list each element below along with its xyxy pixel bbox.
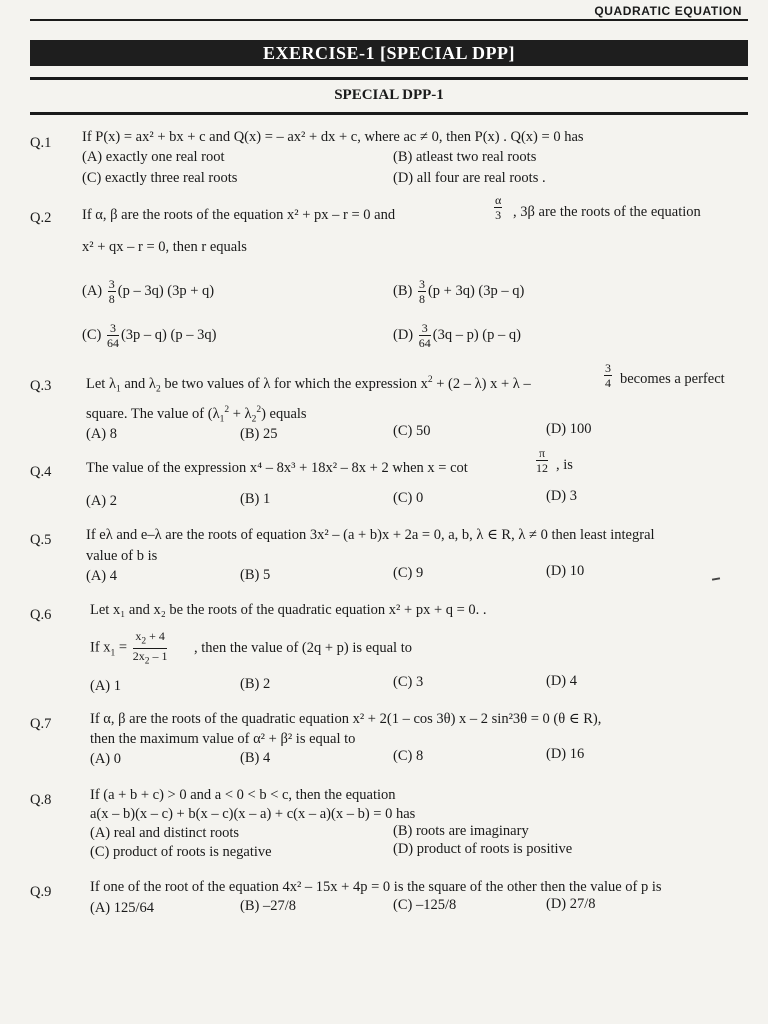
option-c: (C) $\frac{3}{64}$ (3p – q) (p – 3q) [82,321,217,350]
option-a: (A) exactly one real root [82,149,225,165]
question-5-stem: If eλ and e–λ are the roots of equation 3x² – (a + b)x + 2a = 0, a, b, λ ∈ R, λ ≠ 0 then least integral [86,527,655,543]
question-6-condition: If $x_1$ = $\frac{x_2 + 4}{2x_2 - 1}$ [90,629,168,667]
question-2-alpha-fraction: $\frac{\alpha}{3}$ [495,193,502,222]
question-number: Q.1 [30,135,52,151]
option-d: (D) 3 [546,488,578,504]
option-a: (A) 1 [90,678,122,694]
sheet-subtitle: SPECIAL DPP-1 [334,87,444,103]
question-8-stem: If (a + b + c) > 0 and a < 0 < b < c, then the equation [90,787,396,803]
option-c: (C) –125/8 [393,897,457,913]
option-d: (D) product of roots is positive [393,841,573,857]
option-d: (D) 100 [546,421,592,437]
option-label: (D) [393,326,414,343]
question-number: Q.7 [30,716,52,732]
option-a: (A) 8 [86,426,118,442]
option-label: (B) [393,282,413,299]
question-9-stem: If one of the root of the equation 4x² – 15x + 4p = 0 is the square of the other then the value of p is [90,879,662,895]
question-number: Q.4 [30,464,52,480]
option-d: (D) 16 [546,746,585,762]
question-3-stem: Let $\lambda_1$ and $\lambda_2$ be two values of λ for which the expression $x^2 + (2 - \lambda) x + \lambda$ – [86,375,531,395]
question-number: Q.9 [30,884,52,900]
option-a: (A) 0 [90,751,122,767]
topic-header: QUADRATIC EQUATION [594,4,742,18]
question-number: Q.5 [30,532,52,548]
question-6-stem-cont: , then the value of (2q + p) is equal to [194,640,412,656]
exercise-banner [30,40,748,66]
option-c: (C) exactly three real roots [82,170,238,186]
question-4-stem-cont: , is [556,457,573,473]
option-b: (B) 4 [240,750,271,766]
option-c: (C) 50 [393,423,431,439]
option-label: (A) [82,282,103,299]
option-d: (D) 4 [546,673,578,689]
exercise-title: EXERCISE-1 [SPECIAL DPP] [262,42,516,63]
top-rule [30,19,748,21]
option-b: (B) $\frac{3}{8}$ (p + 3q) (3p – q) [393,277,525,306]
question-3-fraction: $\frac{3}{4}$ [605,361,611,390]
option-d: (D) $\frac{3}{64}$ (3q – p) (p – q) [393,321,521,350]
question-3-stem-cont: becomes a perfect [620,371,725,387]
question-3-stem-text: square. The value of [86,405,205,422]
question-1-stem: If P(x) = ax² + bx + c and Q(x) = – ax² + dx + c, where ac ≠ 0, then P(x) . Q(x) = 0 has [82,129,584,145]
question-3-stem-line2: square. The value of $(\lambda_1^2 + \lambda_2^2)$ equals [86,405,307,425]
question-4-fraction: $\frac{\pi}{12}$ [536,446,548,475]
question-4-stem: The value of the expression x⁴ – 8x³ + 18x² – 8x + 2 when x = cot [86,460,468,476]
option-c: (C) 3 [393,674,424,690]
question-7-stem: If α, β are the roots of the quadratic equation x² + 2(1 – cos 3θ) x – 2 sin²3θ = 0 (θ ∈ R), [90,711,602,727]
subtitle-rule [30,112,748,115]
option-b: (B) 25 [240,426,278,442]
question-2-stem-line2: x² + qx – r = 0, then r equals [82,239,247,255]
option-b: (B) 1 [240,491,271,507]
question-7-stem-line2: then the maximum value of α² + β² is equal to [90,731,356,747]
option-c: (C) product of roots is negative [90,844,272,860]
question-8-stem-line2: a(x – b)(x – c) + b(x – c)(x – a) + c(x – a)(x – b) = 0 has [90,806,416,822]
banner-bottom-rule [30,77,748,80]
question-number: Q.8 [30,792,52,808]
option-a: (A) real and distinct roots [90,825,239,841]
option-c: (C) 0 [393,490,424,506]
question-5-stem-line2: value of b is [86,548,158,564]
question-number: Q.6 [30,607,52,623]
option-a: (A) $\frac{3}{8}$ (p – 3q) (3p + q) [82,277,215,306]
stray-mark [712,577,720,580]
option-b: (B) 2 [240,676,271,692]
question-3-stem-tail: equals [269,405,307,422]
option-a: (A) 2 [86,493,118,509]
option-d: (D) 10 [546,563,585,579]
option-label: (C) [82,326,102,343]
question-6-stem: Let x₁ and x₂ be the roots of the quadratic equation x² + px + q = 0. . [90,602,487,618]
option-c: (C) 9 [393,565,424,581]
option-b: (B) roots are imaginary [393,823,529,839]
option-c: (C) 8 [393,748,424,764]
option-a: (A) 4 [86,568,118,584]
option-b: (B) –27/8 [240,898,296,914]
question-number: Q.2 [30,210,52,226]
option-d: (D) all four are real roots . [393,170,546,186]
option-b: (B) atleast two real roots [393,149,537,165]
question-2-stem: If α, β are the roots of the equation x² + px – r = 0 and [82,207,396,223]
question-number: Q.3 [30,378,52,394]
option-b: (B) 5 [240,567,271,583]
question-2-stem-cont: , 3β are the roots of the equation [513,204,701,220]
option-a: (A) 125/64 [90,900,155,916]
option-d: (D) 27/8 [546,896,596,912]
